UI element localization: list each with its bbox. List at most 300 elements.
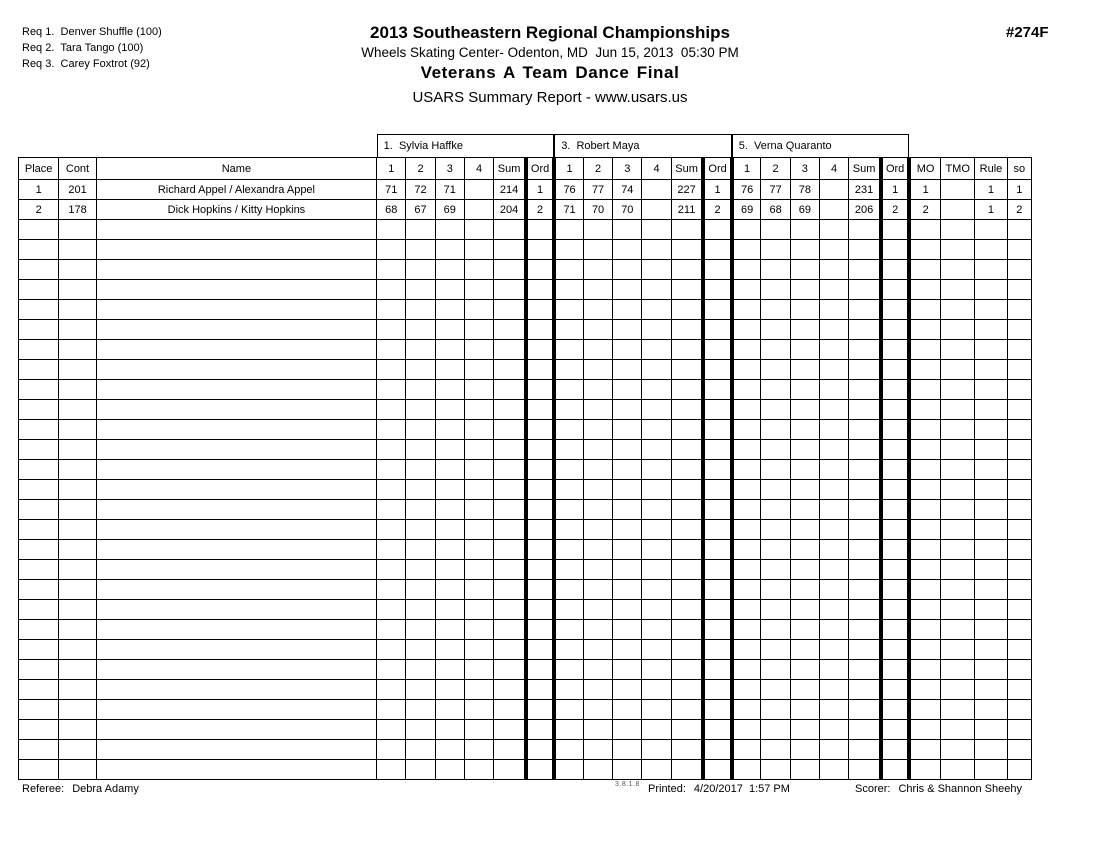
result-row [19, 200, 1032, 220]
empty-row [19, 660, 1032, 680]
cell-judge2-mark2 [583, 440, 612, 460]
cell-judge1-mark3 [435, 600, 464, 620]
cell-judge2-mark2 [583, 580, 612, 600]
cell-judge1-mark1 [377, 620, 406, 640]
cell-name [96, 220, 376, 240]
cell-tmo [941, 200, 975, 220]
cell-judge1-mark2 [406, 420, 435, 440]
cell-judge2-mark4 [642, 400, 671, 420]
cell-judge2-mark4 [642, 320, 671, 340]
cell-judge2-mark3 [613, 520, 642, 540]
cell-mo: 1 [909, 180, 940, 200]
cell-judge2-mark4 [642, 760, 671, 780]
cell-judge1-mark2 [406, 720, 435, 740]
cell-judge1-mark4 [464, 660, 493, 680]
cell-judge3-mark2 [761, 760, 790, 780]
empty-row [19, 360, 1032, 380]
cell-judge2-ordinal [703, 540, 731, 560]
cell-mo [909, 400, 940, 420]
cell-name [96, 660, 376, 680]
referee-label: Referee: [22, 783, 65, 795]
cell-judge3-mark4 [819, 760, 848, 780]
cell-contestant-number [59, 740, 96, 760]
cell-judge2-mark4 [642, 340, 671, 360]
cell-judge2-mark2 [583, 700, 612, 720]
cell-judge2-mark1: 76 [554, 180, 583, 200]
cell-place [19, 320, 59, 340]
cell-judge1-mark4 [464, 220, 493, 240]
cell-mo [909, 340, 940, 360]
empty-row [19, 380, 1032, 400]
cell-judge2-ordinal [703, 480, 731, 500]
cell-contestant-number [59, 700, 96, 720]
cell-judge3-mark1 [732, 600, 761, 620]
col-header-judge2-3: 3 [613, 158, 642, 180]
cell-judge1-mark2 [406, 360, 435, 380]
cell-judge1-mark1 [377, 260, 406, 280]
cell-judge2-mark1 [554, 600, 583, 620]
cell-judge2-mark1 [554, 400, 583, 420]
cell-judge2-mark1 [554, 280, 583, 300]
cell-judge1-ordinal [526, 640, 554, 660]
cell-judge3-sum [849, 760, 881, 780]
cell-rule [975, 600, 1007, 620]
cell-mo [909, 360, 940, 380]
cell-mo [909, 660, 940, 680]
cell-judge1-ordinal [526, 400, 554, 420]
cell-judge2-ordinal [703, 460, 731, 480]
col-header-judge3-2: 2 [761, 158, 790, 180]
cell-tmo [941, 720, 975, 740]
cell-tmo [941, 180, 975, 200]
cell-judge1-mark4 [464, 520, 493, 540]
table-body [19, 180, 1032, 780]
empty-row [19, 500, 1032, 520]
col-header-judge2-sum: Sum [671, 158, 703, 180]
cell-name: Richard Appel / Alexandra Appel [96, 180, 376, 200]
cell-judge3-ordinal [881, 300, 909, 320]
cell-judge3-ordinal [881, 440, 909, 460]
cell-place [19, 740, 59, 760]
cell-judge3-mark4 [819, 340, 848, 360]
cell-place [19, 700, 59, 720]
cell-judge3-mark4 [819, 740, 848, 760]
cell-judge2-sum [671, 260, 703, 280]
cell-judge3-mark1 [732, 480, 761, 500]
cell-judge3-mark4 [819, 640, 848, 660]
cell-judge1-mark2 [406, 440, 435, 460]
cell-contestant-number [59, 680, 96, 700]
cell-place [19, 500, 59, 520]
cell-judge2-mark2 [583, 340, 612, 360]
cell-judge2-mark4 [642, 640, 671, 660]
cell-judge3-sum [849, 720, 881, 740]
cell-contestant-number [59, 300, 96, 320]
cell-judge2-mark3 [613, 320, 642, 340]
cell-contestant-number [59, 540, 96, 560]
cell-judge1-mark4 [464, 420, 493, 440]
cell-judge1-ordinal [526, 460, 554, 480]
referee-name: Debra Adamy [72, 783, 139, 795]
cell-contestant-number [59, 280, 96, 300]
cell-name [96, 380, 376, 400]
cell-judge1-sum [494, 700, 526, 720]
empty-row [19, 260, 1032, 280]
col-header-mo: MO [909, 158, 940, 180]
cell-judge2-mark1 [554, 560, 583, 580]
cell-judge2-mark3 [613, 720, 642, 740]
cell-judge1-mark1 [377, 400, 406, 420]
cell-mo [909, 240, 940, 260]
cell-judge1-ordinal [526, 720, 554, 740]
cell-judge3-ordinal [881, 500, 909, 520]
cell-judge3-mark4 [819, 660, 848, 680]
cell-judge3-mark3 [790, 260, 819, 280]
cell-judge2-mark4 [642, 240, 671, 260]
cell-judge3-sum [849, 540, 881, 560]
cell-judge2-mark4 [642, 580, 671, 600]
cell-judge3-mark4 [819, 460, 848, 480]
cell-so [1007, 480, 1031, 500]
cell-judge3-mark4 [819, 440, 848, 460]
cell-judge1-mark4 [464, 360, 493, 380]
cell-judge2-mark4 [642, 180, 671, 200]
cell-judge2-mark1: 71 [554, 200, 583, 220]
results-table [18, 157, 1032, 780]
empty-row [19, 700, 1032, 720]
cell-judge2-mark2 [583, 740, 612, 760]
cell-judge1-mark3 [435, 420, 464, 440]
cell-judge2-ordinal [703, 400, 731, 420]
cell-judge1-sum [494, 240, 526, 260]
cell-judge3-ordinal [881, 340, 909, 360]
cell-judge3-ordinal [881, 240, 909, 260]
cell-mo [909, 580, 940, 600]
cell-judge2-sum [671, 380, 703, 400]
cell-judge1-mark3 [435, 260, 464, 280]
cell-judge3-mark4 [819, 400, 848, 420]
cell-judge1-mark4 [464, 280, 493, 300]
cell-mo [909, 380, 940, 400]
cell-rule [975, 400, 1007, 420]
cell-judge2-mark3 [613, 760, 642, 780]
cell-name [96, 280, 376, 300]
cell-so [1007, 420, 1031, 440]
header-row [19, 158, 1032, 180]
cell-judge3-mark4 [819, 380, 848, 400]
cell-judge3-mark1 [732, 580, 761, 600]
cell-so [1007, 380, 1031, 400]
cell-judge2-sum [671, 280, 703, 300]
cell-judge2-sum [671, 600, 703, 620]
empty-row [19, 560, 1032, 580]
cell-judge2-ordinal [703, 440, 731, 460]
cell-contestant-number [59, 380, 96, 400]
cell-judge1-sum [494, 580, 526, 600]
cell-judge1-mark4 [464, 180, 493, 200]
cell-judge1-mark4 [464, 440, 493, 460]
cell-so [1007, 660, 1031, 680]
cell-mo [909, 720, 940, 740]
cell-judge3-mark1 [732, 260, 761, 280]
cell-judge1-ordinal [526, 340, 554, 360]
cell-judge2-ordinal [703, 640, 731, 660]
cell-judge1-sum [494, 520, 526, 540]
empty-row [19, 720, 1032, 740]
cell-judge3-mark2 [761, 340, 790, 360]
cell-judge1-sum [494, 420, 526, 440]
cell-judge2-mark2 [583, 300, 612, 320]
col-header-judge2-4: 4 [642, 158, 671, 180]
cell-judge2-mark3 [613, 560, 642, 580]
cell-judge3-mark1 [732, 700, 761, 720]
cell-contestant-number [59, 360, 96, 380]
cell-judge2-mark3 [613, 280, 642, 300]
cell-judge1-mark2 [406, 520, 435, 540]
cell-judge1-mark2 [406, 480, 435, 500]
empty-row [19, 340, 1032, 360]
cell-judge1-sum [494, 660, 526, 680]
col-header-judge2-ord: Ord [703, 158, 731, 180]
cell-judge2-mark3: 70 [613, 200, 642, 220]
cell-mo [909, 480, 940, 500]
cell-judge2-mark1 [554, 580, 583, 600]
cell-judge3-mark4 [819, 220, 848, 240]
cell-judge1-mark3 [435, 580, 464, 600]
cell-mo [909, 740, 940, 760]
cell-name [96, 360, 376, 380]
cell-judge1-sum: 214 [494, 180, 526, 200]
cell-tmo [941, 760, 975, 780]
cell-rule [975, 760, 1007, 780]
cell-judge3-mark1 [732, 420, 761, 440]
cell-judge1-mark4 [464, 620, 493, 640]
cell-judge3-mark1 [732, 240, 761, 260]
cell-mo [909, 280, 940, 300]
empty-row [19, 480, 1032, 500]
cell-judge3-sum [849, 500, 881, 520]
cell-tmo [941, 640, 975, 660]
cell-judge2-ordinal [703, 240, 731, 260]
cell-judge2-mark2: 70 [583, 200, 612, 220]
cell-judge3-mark2 [761, 500, 790, 520]
cell-judge3-sum [849, 280, 881, 300]
cell-judge3-sum [849, 300, 881, 320]
cell-judge2-mark4 [642, 540, 671, 560]
cell-judge2-mark4 [642, 220, 671, 240]
cell-judge3-sum [849, 260, 881, 280]
cell-so [1007, 300, 1031, 320]
judge-header-2: 3. Robert Maya [554, 134, 732, 157]
cell-judge2-mark4 [642, 600, 671, 620]
cell-place [19, 420, 59, 440]
empty-row [19, 620, 1032, 640]
cell-tmo [941, 480, 975, 500]
col-header-judge1-4: 4 [464, 158, 493, 180]
scorer-line [855, 783, 1022, 795]
cell-judge2-mark2 [583, 460, 612, 480]
cell-rule [975, 540, 1007, 560]
cell-place [19, 520, 59, 540]
cell-mo [909, 620, 940, 640]
cell-judge3-mark1 [732, 640, 761, 660]
cell-judge3-sum [849, 560, 881, 580]
cell-judge2-ordinal [703, 320, 731, 340]
cell-judge2-ordinal [703, 280, 731, 300]
cell-judge2-ordinal [703, 680, 731, 700]
cell-judge1-mark3 [435, 540, 464, 560]
cell-judge3-sum [849, 600, 881, 620]
cell-rule [975, 500, 1007, 520]
cell-rule: 1 [975, 200, 1007, 220]
cell-judge2-mark3 [613, 640, 642, 660]
cell-judge1-sum [494, 720, 526, 740]
cell-judge2-mark2 [583, 600, 612, 620]
cell-judge1-sum [494, 340, 526, 360]
cell-judge2-mark3 [613, 360, 642, 380]
cell-judge2-sum [671, 560, 703, 580]
cell-judge3-sum: 206 [849, 200, 881, 220]
cell-judge1-mark4 [464, 720, 493, 740]
cell-judge2-mark4 [642, 380, 671, 400]
col-header-judge1-3: 3 [435, 158, 464, 180]
cell-judge1-mark2 [406, 220, 435, 240]
cell-name [96, 520, 376, 540]
cell-judge2-sum [671, 700, 703, 720]
cell-place [19, 280, 59, 300]
cell-judge2-mark1 [554, 700, 583, 720]
cell-judge2-sum [671, 440, 703, 460]
cell-judge1-sum [494, 600, 526, 620]
cell-judge1-ordinal [526, 520, 554, 540]
cell-judge1-mark1 [377, 520, 406, 540]
cell-tmo [941, 580, 975, 600]
cell-name [96, 320, 376, 340]
cell-contestant-number [59, 620, 96, 640]
cell-name [96, 400, 376, 420]
cell-judge2-mark2 [583, 640, 612, 660]
cell-mo [909, 520, 940, 540]
cell-tmo [941, 280, 975, 300]
cell-place [19, 600, 59, 620]
cell-judge3-mark3 [790, 760, 819, 780]
cell-judge3-mark3 [790, 540, 819, 560]
cell-judge2-mark2 [583, 380, 612, 400]
cell-judge3-mark4 [819, 700, 848, 720]
cell-judge3-mark3 [790, 560, 819, 580]
cell-name [96, 740, 376, 760]
cell-judge2-mark3 [613, 480, 642, 500]
cell-judge3-sum: 231 [849, 180, 881, 200]
cell-judge1-sum [494, 680, 526, 700]
cell-place [19, 480, 59, 500]
cell-tmo [941, 220, 975, 240]
cell-judge1-ordinal [526, 300, 554, 320]
cell-judge2-mark3 [613, 380, 642, 400]
cell-place [19, 400, 59, 420]
cell-name [96, 560, 376, 580]
cell-judge1-sum [494, 480, 526, 500]
cell-judge2-ordinal [703, 340, 731, 360]
cell-judge2-mark3 [613, 580, 642, 600]
empty-row [19, 760, 1032, 780]
cell-name [96, 240, 376, 260]
cell-mo [909, 540, 940, 560]
cell-judge2-mark4 [642, 720, 671, 740]
cell-judge3-mark4 [819, 360, 848, 380]
cell-judge3-mark1: 69 [732, 200, 761, 220]
cell-judge1-sum [494, 460, 526, 480]
cell-judge3-mark3 [790, 500, 819, 520]
cell-judge1-mark1: 71 [377, 180, 406, 200]
cell-judge2-mark1 [554, 380, 583, 400]
cell-judge3-mark1 [732, 560, 761, 580]
cell-judge2-ordinal [703, 720, 731, 740]
cell-judge2-mark4 [642, 560, 671, 580]
cell-judge1-ordinal [526, 320, 554, 340]
cell-judge2-mark3 [613, 240, 642, 260]
cell-judge3-mark3 [790, 440, 819, 460]
cell-judge1-sum [494, 380, 526, 400]
cell-judge1-mark4 [464, 340, 493, 360]
cell-judge3-mark3 [790, 360, 819, 380]
cell-tmo [941, 380, 975, 400]
cell-judge3-mark1 [732, 620, 761, 640]
cell-judge2-mark2 [583, 660, 612, 680]
cell-judge1-sum [494, 640, 526, 660]
cell-judge3-mark1 [732, 760, 761, 780]
cell-judge3-mark1 [732, 440, 761, 460]
cell-so [1007, 540, 1031, 560]
cell-judge1-mark4 [464, 300, 493, 320]
cell-judge3-ordinal: 2 [881, 200, 909, 220]
cell-judge3-sum [849, 680, 881, 700]
printed-line [648, 783, 790, 795]
cell-name [96, 480, 376, 500]
cell-judge1-mark1 [377, 560, 406, 580]
cell-judge3-sum [849, 660, 881, 680]
cell-place [19, 680, 59, 700]
cell-mo [909, 700, 940, 720]
cell-judge3-mark2 [761, 220, 790, 240]
cell-tmo [941, 560, 975, 580]
cell-mo [909, 220, 940, 240]
cell-rule [975, 300, 1007, 320]
cell-judge1-mark1 [377, 760, 406, 780]
cell-judge1-ordinal [526, 600, 554, 620]
cell-judge1-mark4 [464, 560, 493, 580]
cell-judge2-ordinal [703, 520, 731, 540]
cell-name [96, 580, 376, 600]
col-header-judge2-1: 1 [554, 158, 583, 180]
cell-judge1-sum [494, 280, 526, 300]
cell-judge2-sum [671, 360, 703, 380]
cell-mo: 2 [909, 200, 940, 220]
requirement-item: Req 2. Tara Tango (100) [22, 42, 144, 54]
cell-judge3-mark2: 68 [761, 200, 790, 220]
cell-judge1-mark3 [435, 460, 464, 480]
cell-judge1-mark4 [464, 460, 493, 480]
cell-judge1-mark4 [464, 700, 493, 720]
cell-tmo [941, 700, 975, 720]
cell-mo [909, 560, 940, 580]
cell-judge3-mark1 [732, 660, 761, 680]
cell-contestant-number [59, 660, 96, 680]
cell-judge3-mark3 [790, 480, 819, 500]
cell-judge2-ordinal [703, 260, 731, 280]
cell-name [96, 440, 376, 460]
cell-judge1-mark4 [464, 760, 493, 780]
